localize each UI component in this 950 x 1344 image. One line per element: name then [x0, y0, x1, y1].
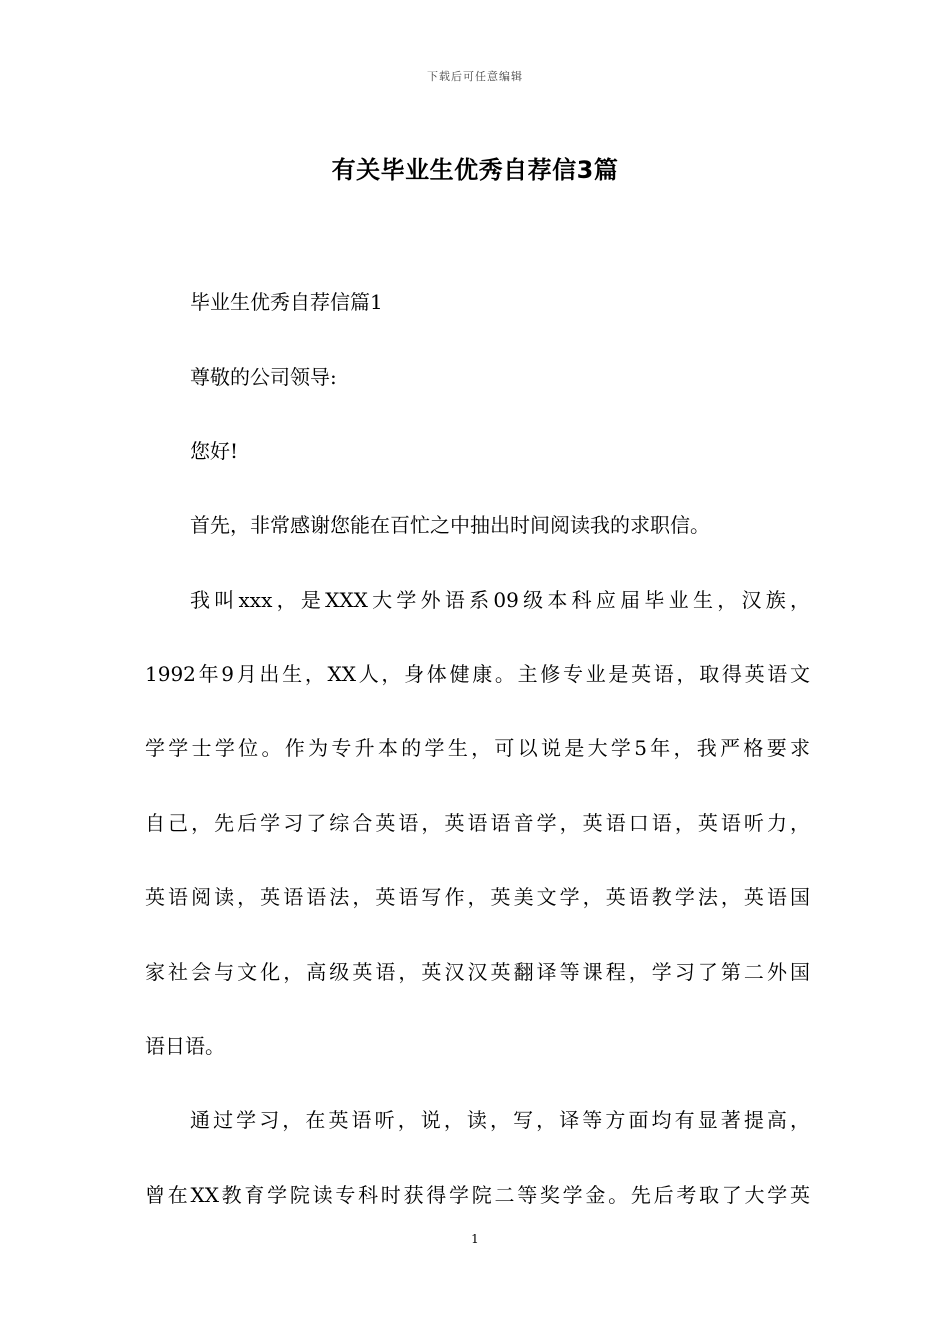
paragraph-line: 首先，非常感谢您能在百忙之中抽出时间阅读我的求职信。 [190, 513, 710, 537]
paragraph-line: 英语阅读，英语语法，英语写作，英美文学，英语教学法，英语国 [145, 885, 810, 909]
salutation: 尊敬的公司领导: [190, 365, 337, 389]
document-title: 有关毕业生优秀自荐信3篇 [331, 156, 619, 184]
paragraph-line: 1992年9月出生，XX人，身体健康。主修专业是英语，取得英语文 [145, 662, 810, 686]
paragraph-line: 自己，先后学习了综合英语，英语语音学，英语口语，英语听力， [145, 811, 810, 835]
paragraph-line: 曾在XX教育学院读专科时获得学院二等奖学金。先后考取了大学英 [145, 1183, 810, 1207]
header-note: 下载后可任意编辑 [427, 70, 523, 83]
paragraph-line: 家社会与文化，高级英语，英汉汉英翻译等课程，学习了第二外国 [145, 960, 810, 984]
paragraph-line: 通过学习，在英语听，说，读，写，译等方面均有显著提高， [190, 1108, 810, 1132]
greeting: 您好! [190, 439, 239, 463]
page-number: 1 [471, 1232, 479, 1246]
paragraph-line: 我叫xxx，是XXX大学外语系09级本科应届毕业生，汉族， [190, 588, 810, 612]
paragraph-line: 语日语。 [145, 1034, 225, 1058]
paragraph-line: 学学士学位。作为专升本的学生，可以说是大学5年，我严格要求 [145, 736, 810, 760]
section-heading: 毕业生优秀自荐信篇1 [190, 290, 383, 314]
